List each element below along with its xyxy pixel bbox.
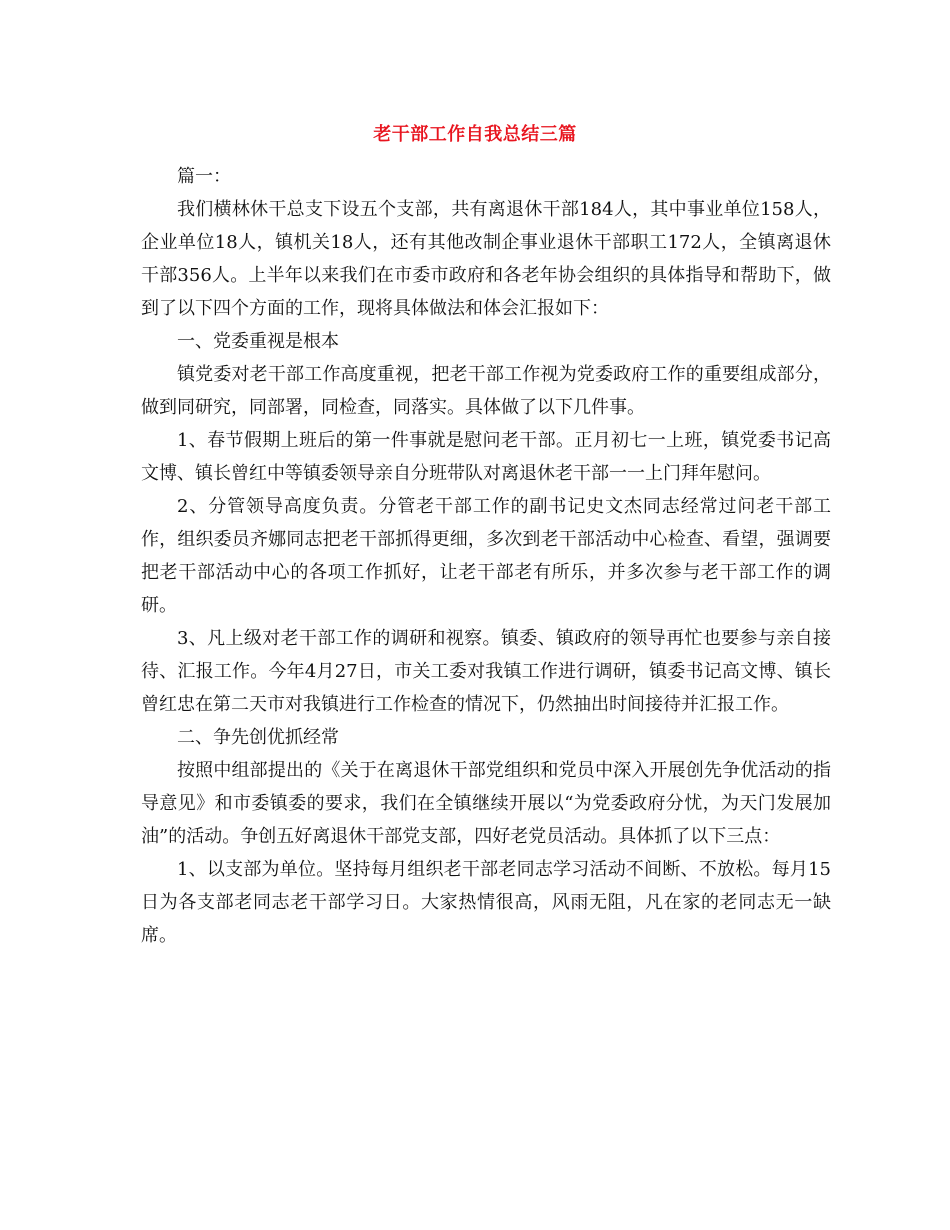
paragraph: 1、以支部为单位。坚持每月组织老干部老同志学习活动不间断、不放松。每月15日为各支部老同志老干部学习日。大家热情很高，风雨无阻，凡在家的老同志无一缺席。: [141, 859, 831, 946]
paragraph-section-label: 篇一：: [177, 166, 231, 187]
paragraph: 3、凡上级对老干部工作的调研和视察。镇委、镇政府的领导再忙也要参与亲自接待、汇报工作。今年4月27日，市关工委对我镇工作进行调研，镇委书记高文博、镇长曾红忠在第二天市对我镇进行工作检查的情况下，仍然抽出时间接待并汇报工作。: [141, 628, 831, 715]
paragraph-heading-1: 一、党委重视是根本: [177, 331, 339, 352]
paragraph: 2、分管领导高度负责。分管老干部工作的副书记史文杰同志经常过问老干部工作，组织委员齐娜同志把老干部抓得更细，多次到老干部活动中心检查、看望，强调要把老干部活动中心的各项工作抓好，让老干部老有所乐，并多次参与老干部工作的调研。: [141, 496, 831, 616]
paragraph-intro: 我们横林休干总支下设五个支部，共有离退休干部184人，其中事业单位158人，企业单位18人，镇机关18人，还有其他改制企事业退休干部职工172人，全镇离退休干部356人。上半年以来我们在市委市政府和各老年协会组织的具体指导和帮助下，做到了以下四个方面的工作，现将具体做法和体会汇报如下：: [141, 199, 831, 319]
document-body: [141, 160, 831, 952]
paragraph: 按照中组部提出的《关于在离退休干部党组织和党员中深入开展创先争优活动的指导意见》和市委镇委的要求，我们在全镇继续开展以“为党委政府分忧，为天门发展加油”的活动。争创五好离退休干部党支部，四好老党员活动。具体抓了以下三点：: [141, 760, 831, 847]
paragraph: 镇党委对老干部工作高度重视，把老干部工作视为党委政府工作的重要组成部分，做到同研究，同部署，同检查，同落实。具体做了以下几件事。: [141, 364, 831, 418]
document-title: 老干部工作自我总结三篇: [373, 124, 577, 145]
paragraph: 1、春节假期上班后的第一件事就是慰问老干部。正月初七一上班，镇党委书记高文博、镇长曾红中等镇委领导亲自分班带队对离退休老干部一一上门拜年慰问。: [141, 430, 831, 484]
paragraph-heading-2: 二、争先创优抓经常: [177, 727, 339, 748]
